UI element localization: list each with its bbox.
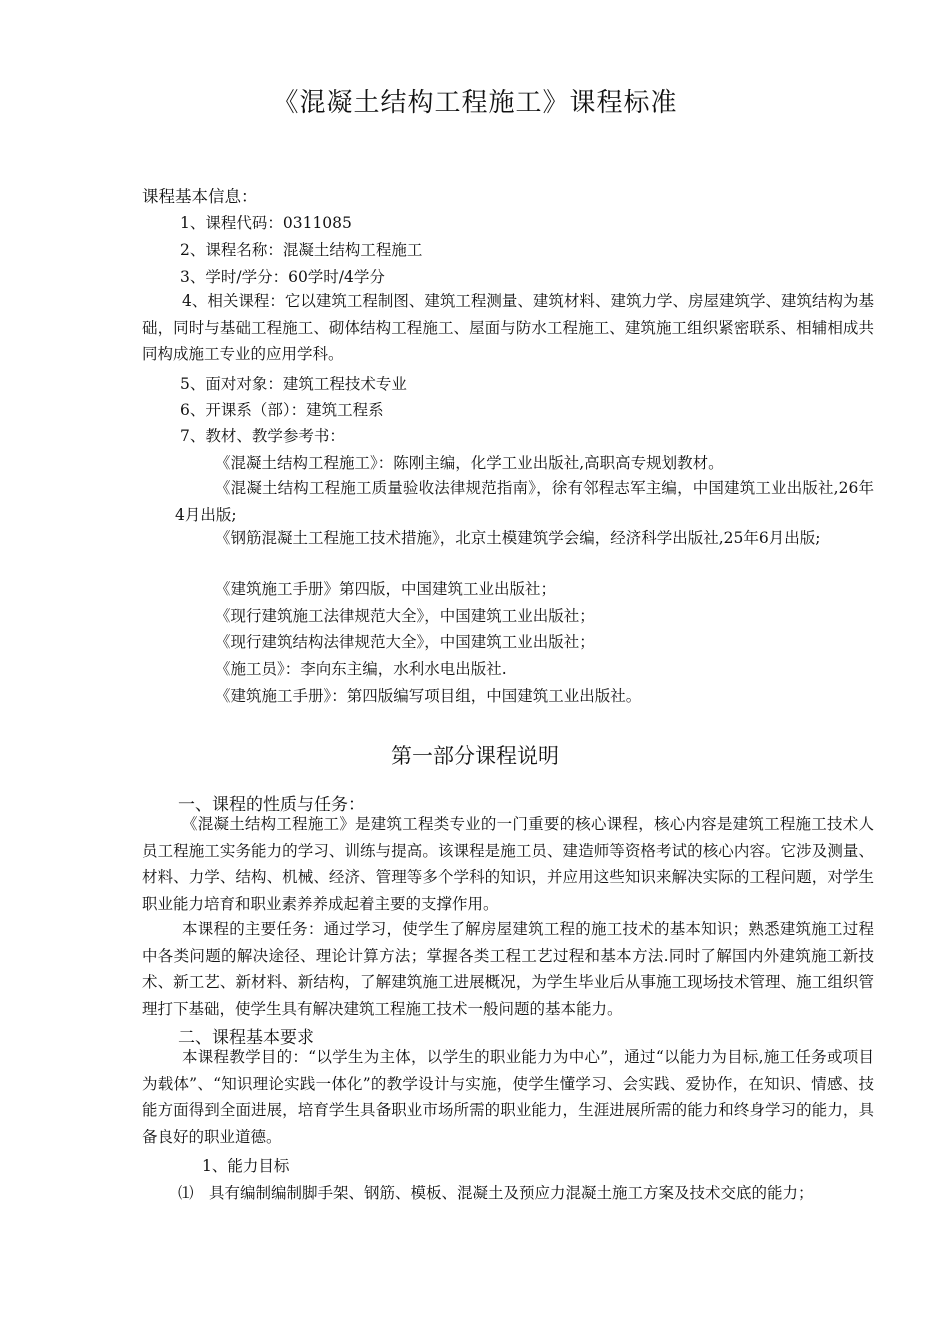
subsection-heading: 1、能力目标	[202, 1157, 290, 1175]
ability-item: ⑴ 具有编制编制脚手架、钢筋、模板、混凝土及预应力混凝土施工方案及技术交底的能力；	[178, 1184, 814, 1202]
section1-paragraph: 本课程的主要任务：通过学习，使学生了解房屋建筑工程的施工技术的基本知识；熟悉建筑施工过程中各类问题的解决途径、理论计算方法；掌握各类工程工艺过程和基本方法.同时了解国内外建筑施工新技术、新工艺、新材料、新结构，了解建筑施工进展概况，为学生毕业后从事施工现场技术管理、施工组织管理打下基础，使学生具有解决建筑工程施工技术一般问题的基本能力。	[142, 920, 874, 1018]
info-department: 6、开课系（部）：建筑工程系	[180, 401, 384, 419]
info-related-courses: 4、相关课程：它以建筑工程制图、建筑工程测量、建筑材料、建筑力学、房屋建筑学、建筑结构为基础，同时与基础工程施工、砌体结构工程施工、屋面与防水工程施工、建筑施工组织紧密联系、相辅相成共同构成施工专业的应用学科。	[142, 292, 874, 363]
section2-paragraph: 本课程教学目的：“以学生为主体，以学生的职业能力为中心”，通过“以能力为目标,施工任务或项目为载体”、“知识理论实践一体化”的教学设计与实施，使学生懂学习、会实践、爱协作，在知识、情感、技能方面得到全面进展，培育学生具备职业市场所需的职业能力，生涯进展所需的能力和终身学习的能力，具备良好的职业道德。	[142, 1048, 874, 1146]
info-course-name: 2、课程名称：混凝土结构工程施工	[180, 241, 423, 259]
section1-paragraph: 《混凝土结构工程施工》是建筑工程类专业的一门重要的核心课程，核心内容是建筑工程施工技术人员工程施工实务能力的学习、训练与提高。该课程是施工员、建造师等资格考试的核心内容。它涉及测量、材料、力学、结构、机械、经济、管理等多个学科的知识，并应用这些知识来解决实际的工程问题，对学生职业能力培育和职业素养养成起着主要的支撑作用。	[142, 815, 874, 913]
part1-title: 第一部分课程说明	[391, 744, 559, 768]
book-item: 《建筑施工手册》：第四版编写项目组，中国建筑工业出版社。	[215, 687, 642, 705]
book-item: 《现行建筑施工法律规范大全》，中国建筑工业出版社；	[215, 607, 595, 625]
book-item: 《混凝土结构工程施工》：陈刚主编，化学工业出版社,高职高专规划教材。	[215, 454, 724, 472]
book-item: 《混凝土结构工程施工质量验收法律规范指南》，徐有邻程志军主编，中国建筑工业出版社,26年4月出版;	[175, 479, 874, 524]
book-item: 《建筑施工手册》第四版，中国建筑工业出版社；	[215, 580, 557, 598]
section1-heading: 一、课程的性质与任务：	[178, 795, 365, 815]
book-item: 《施工员》：李向东主编，水利水电出版社.	[215, 660, 507, 678]
document-title: 《混凝土结构工程施工》课程标准	[272, 88, 678, 118]
section2-heading: 二、课程基本要求	[178, 1028, 314, 1048]
book-item: 《钢筋混凝土工程施工技术措施》，北京土模建筑学会编，经济科学出版社,25年6月出版;	[215, 529, 821, 547]
book-item: 《现行建筑结构法律规范大全》，中国建筑工业出版社；	[215, 633, 595, 651]
info-hours-credits: 3、学时/学分：60学时/4学分	[180, 268, 385, 286]
info-target: 5、面对对象：建筑工程技术专业	[180, 375, 407, 393]
info-heading: 课程基本信息：	[142, 187, 258, 206]
info-course-code: 1、课程代码：0311085	[180, 214, 352, 232]
info-books-heading: 7、教材、教学参考书：	[180, 427, 345, 445]
